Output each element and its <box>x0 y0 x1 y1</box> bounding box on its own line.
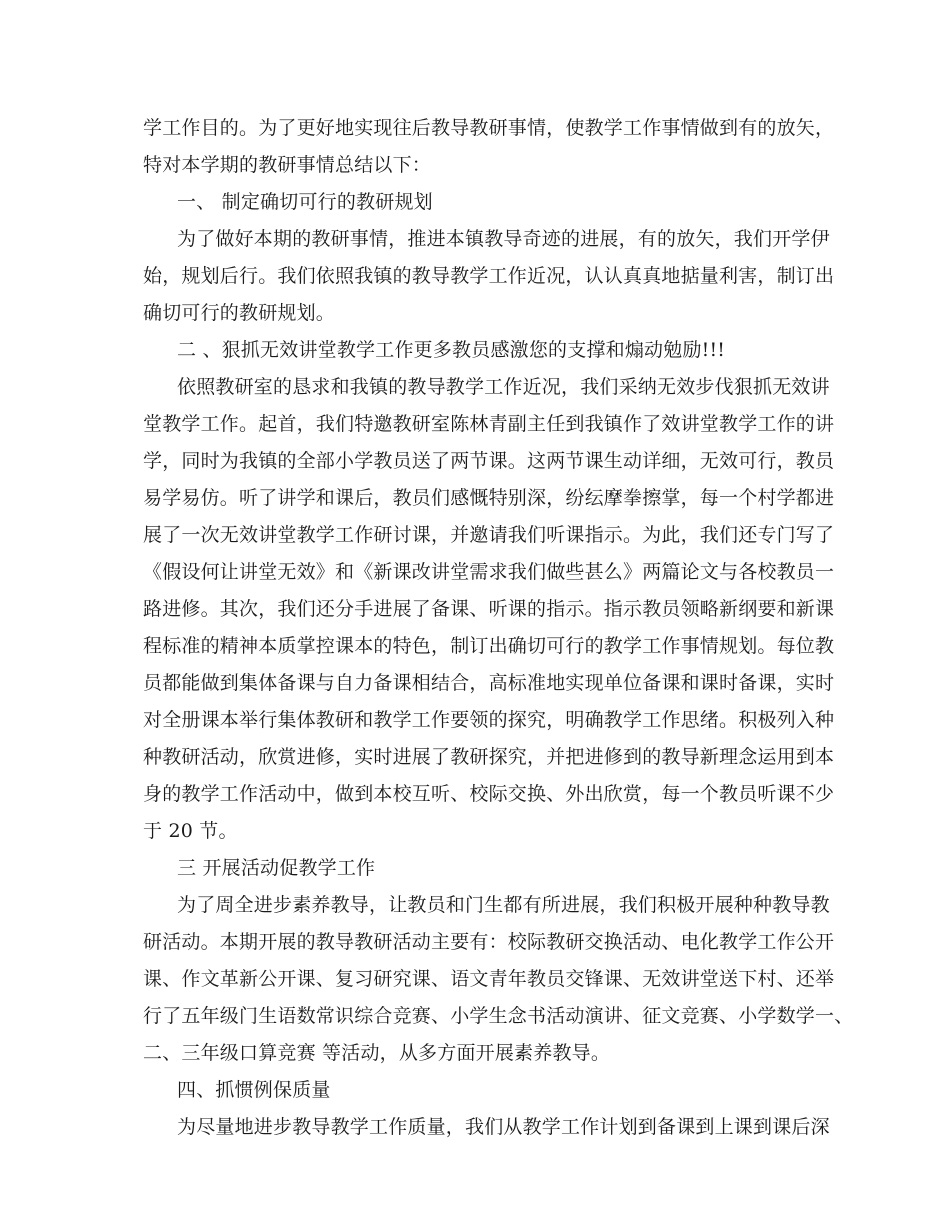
text-line: 行了五年级门生语数常识综合竞赛、小学生念书活动演讲、征文竞赛、小学数学一、 <box>143 1005 854 1027</box>
text-line: 依照教研室的恳求和我镇的教导教学工作近况，我们采纳无效步伐狠抓无效讲 <box>177 376 830 398</box>
text-line: 员都能做到集体备课与自力备课相结合，高标准地实现单位备课和课时备课，实时 <box>143 672 835 694</box>
text-line: 对全册课本举行集体教研和教学工作要领的探究，明确教学工作思绪。积极列入种 <box>143 709 835 731</box>
text-line: 程标准的精神本质掌控课本的特色，制订出确切可行的教学工作事情规划。每位教 <box>143 635 835 657</box>
text-line: 身的教学工作活动中，做到本校互听、校际交换、外出欣赏，每一个教员听课不少 <box>143 783 835 805</box>
text-line: 二、三年级口算竞赛 等活动，从多方面开展素养教导。 <box>143 1042 611 1064</box>
text-line: 展了一次无效讲堂教学工作研讨课，并邀请我们听课指示。为此，我们还专门写了 <box>143 524 835 546</box>
text-line: 始，规划后行。我们依照我镇的教导教学工作近况，认认真真地掂量利害，制订出 <box>143 265 835 287</box>
text-line: 易学易仿。听了讲学和课后，教员们感慨特别深，纷纭摩拳擦掌，每一个村学都进 <box>143 487 835 509</box>
section-heading: 四、抓惯例保质量 <box>177 1079 331 1101</box>
text-line: 为了做好本期的教研事情，推进本镇教导奇迹的进展，有的放矢，我们开学伊 <box>177 228 830 250</box>
text-line: 研活动。本期开展的教导教研活动主要有：校际教研交换活动、电化教学工作公开 <box>143 931 835 953</box>
text-line: 特对本学期的教研事情总结以下： <box>143 154 432 176</box>
section-heading: 一、 制定确切可行的教研规划 <box>177 191 433 213</box>
text-line: 堂教学工作。起首，我们特邀教研室陈林青副主任到我镇作了效讲堂教学工作的讲 <box>143 413 835 435</box>
text-line: 于 20 节。 <box>143 820 238 842</box>
text-line: 路进修。其次，我们还分手进展了备课、听课的指示。指示教员领略新纲要和新课 <box>143 598 835 620</box>
text-line: 学，同时为我镇的全部小学教员送了两节课。这两节课生动详细，无效可行，教员 <box>143 450 835 472</box>
section-heading: 二 、狠抓无效讲堂教学工作更多教员感激您的支撑和煽动勉励!!! <box>177 339 726 361</box>
text-line: 学工作目的。为了更好地实现往后教导教研事情，使教学工作事情做到有的放矢， <box>143 117 835 139</box>
text-line: 为尽量地进步教导教学工作质量，我们从教学工作计划到备课到上课到课后深 <box>177 1116 830 1138</box>
text-line: 课、作文革新公开课、复习研究课、语文青年教员交锋课、无效讲堂送下村、还举 <box>143 968 835 990</box>
text-line: 确切可行的教研规划。 <box>143 302 336 324</box>
text-line: 种教研活动，欣赏进修，实时进展了教研探究，并把进修到的教导新理念运用到本 <box>143 746 835 768</box>
text-line: 为了周全进步素养教导，让教员和门生都有所进展，我们积极开展种种教导教 <box>177 894 830 916</box>
section-heading: 三 开展活动促教学工作 <box>177 857 376 879</box>
text-line: 《假设何让讲堂无效》和《新课改讲堂需求我们做些甚么》两篇论文与各校教员一 <box>143 561 835 583</box>
